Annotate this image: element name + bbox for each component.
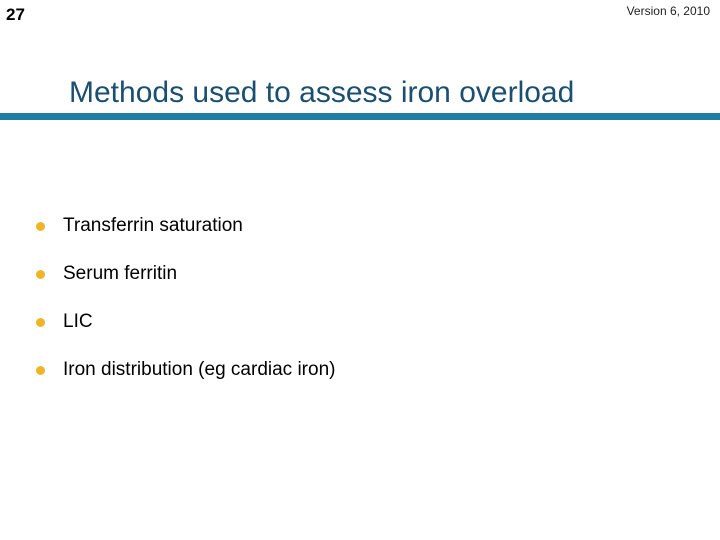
bullet-item bbox=[36, 305, 335, 339]
bullet-dot-icon bbox=[36, 318, 45, 327]
bullet-item bbox=[36, 209, 335, 243]
slide-title: Methods used to assess iron overload bbox=[69, 76, 575, 109]
bullet-dot-icon bbox=[36, 366, 45, 375]
bullet-item bbox=[36, 353, 335, 387]
slide-number: 27 bbox=[6, 5, 25, 24]
title-underline-bar bbox=[0, 113, 720, 120]
bullet-text: Serum ferritin bbox=[63, 263, 178, 284]
bullet-text: Transferrin saturation bbox=[63, 215, 243, 236]
bullet-dot-icon bbox=[36, 222, 45, 231]
bullet-text: Iron distribution (eg cardiac iron) bbox=[63, 359, 336, 380]
version-label: Version 6, 2010 bbox=[626, 4, 710, 18]
bullet-text: LIC bbox=[63, 311, 93, 332]
bullet-list bbox=[36, 209, 335, 401]
bullet-item bbox=[36, 257, 335, 291]
bullet-dot-icon bbox=[36, 270, 45, 279]
